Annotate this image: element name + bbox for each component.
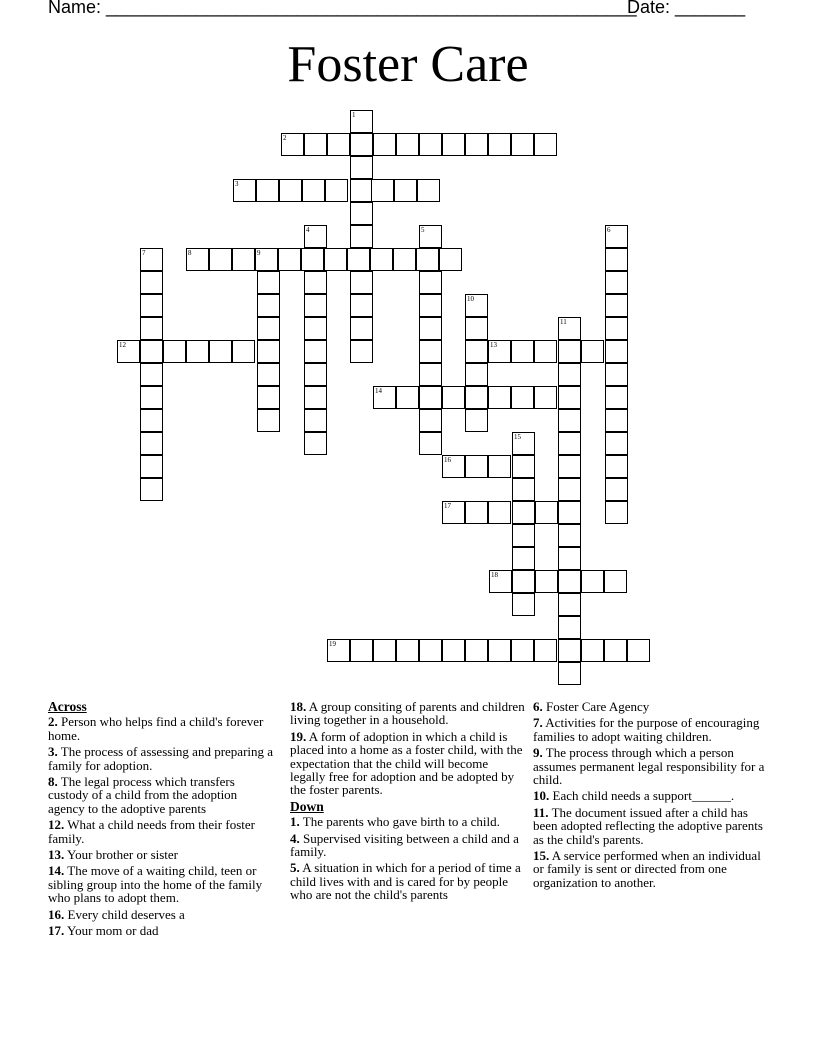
crossword-cell[interactable] bbox=[512, 593, 535, 616]
crossword-cell[interactable] bbox=[442, 639, 465, 662]
crossword-cell[interactable] bbox=[465, 363, 488, 386]
crossword-cell[interactable] bbox=[350, 179, 373, 202]
crossword-cell[interactable] bbox=[186, 340, 209, 363]
name-field-label: Name: _____________________________________________________ bbox=[48, 0, 637, 17]
crossword-cell[interactable] bbox=[534, 639, 557, 662]
crossword-cell[interactable] bbox=[605, 501, 628, 524]
crossword-cell[interactable] bbox=[140, 478, 163, 501]
down-clue-6: 6. Foster Care Agency bbox=[533, 699, 650, 714]
crossword-cell[interactable] bbox=[488, 501, 511, 524]
crossword-cell[interactable] bbox=[281, 133, 304, 156]
crossword-cell[interactable] bbox=[257, 340, 280, 363]
crossword-cell[interactable] bbox=[304, 432, 327, 455]
crossword-cell[interactable] bbox=[186, 248, 209, 271]
crossword-cell[interactable] bbox=[419, 363, 442, 386]
crossword-cell[interactable] bbox=[535, 501, 558, 524]
crossword-cell[interactable] bbox=[257, 363, 280, 386]
crossword-cell[interactable] bbox=[304, 363, 327, 386]
crossword-cell[interactable] bbox=[140, 386, 163, 409]
crossword-cell[interactable] bbox=[558, 616, 581, 639]
crossword-cell[interactable] bbox=[465, 317, 488, 340]
crossword-cell[interactable] bbox=[605, 317, 628, 340]
down-clue-15: 15. A service performed when an individual or family is sent or directed from one organization to another. bbox=[533, 848, 761, 890]
crossword-cell[interactable] bbox=[325, 179, 348, 202]
across-heading: Across bbox=[48, 699, 87, 714]
crossword-cell[interactable] bbox=[488, 133, 511, 156]
crossword-cell[interactable] bbox=[256, 179, 279, 202]
crossword-cell[interactable] bbox=[350, 110, 373, 133]
crossword-cell[interactable] bbox=[512, 501, 535, 524]
crossword-cell[interactable] bbox=[347, 248, 370, 271]
across-clue-17: 17. Your mom or dad bbox=[48, 923, 159, 939]
crossword-cell[interactable] bbox=[257, 271, 280, 294]
crossword-cell[interactable] bbox=[558, 317, 581, 340]
crossword-cell[interactable] bbox=[558, 547, 581, 570]
crossword-cell[interactable] bbox=[419, 294, 442, 317]
across-clue-13: 13. Your brother or sister bbox=[48, 847, 179, 863]
crossword-cell[interactable] bbox=[558, 501, 581, 524]
crossword-cell[interactable] bbox=[279, 179, 302, 202]
crossword-cell[interactable] bbox=[117, 340, 140, 363]
crossword-cell[interactable] bbox=[419, 340, 442, 363]
crossword-cell[interactable] bbox=[605, 386, 628, 409]
crossword-cell[interactable] bbox=[465, 294, 488, 317]
crossword-cell[interactable] bbox=[350, 639, 373, 662]
crossword-cell[interactable] bbox=[581, 639, 604, 662]
crossword-cell[interactable] bbox=[489, 570, 512, 593]
crossword-cell[interactable] bbox=[232, 248, 255, 271]
crossword-cell[interactable] bbox=[419, 386, 442, 409]
crossword-cell[interactable] bbox=[304, 133, 327, 156]
down-clue-4: 4. Supervised visiting between a child and a family. bbox=[290, 830, 519, 860]
crossword-cell[interactable] bbox=[304, 409, 327, 432]
crossword-cell[interactable] bbox=[465, 133, 488, 156]
crossword-cell[interactable] bbox=[558, 455, 581, 478]
crossword-cell[interactable] bbox=[512, 478, 535, 501]
crossword-cell[interactable] bbox=[558, 409, 581, 432]
clue-number: 3 bbox=[235, 180, 239, 188]
across-clue-19: 19. A form of adoption in which a child is placed into a home as a foster child, with the expectation that the child will become legally free for adoption and be adopted by the foster parents. bbox=[290, 728, 523, 798]
crossword-cell[interactable] bbox=[558, 524, 581, 547]
crossword-cell[interactable] bbox=[257, 317, 280, 340]
crossword-cell[interactable] bbox=[233, 179, 256, 202]
clue-number: 18 bbox=[491, 571, 498, 579]
crossword-cell[interactable] bbox=[140, 363, 163, 386]
clue-column-2 bbox=[290, 700, 526, 905]
crossword-cell[interactable] bbox=[534, 133, 557, 156]
crossword-cell[interactable] bbox=[327, 133, 350, 156]
crossword-cell[interactable] bbox=[465, 340, 488, 363]
clue-number: 13 bbox=[490, 341, 497, 349]
crossword-cell[interactable] bbox=[232, 340, 255, 363]
crossword-cell[interactable] bbox=[465, 386, 488, 409]
across-clue-16: 16. Every child deserves a bbox=[48, 906, 185, 922]
crossword-cell[interactable] bbox=[140, 294, 163, 317]
crossword-cell[interactable] bbox=[419, 271, 442, 294]
crossword-cell[interactable] bbox=[304, 271, 327, 294]
crossword-cell[interactable] bbox=[371, 179, 394, 202]
crossword-cell[interactable] bbox=[255, 248, 278, 271]
clue-number: 11 bbox=[560, 318, 567, 326]
crossword-cell[interactable] bbox=[324, 248, 347, 271]
down-clue-11: 11. The document issued after a child has been adopted reflecting the adoptive parents as the child's parents. bbox=[533, 804, 763, 847]
clue-number: 6 bbox=[607, 226, 611, 234]
crossword-cell[interactable] bbox=[327, 639, 350, 662]
crossword-cell[interactable] bbox=[304, 225, 327, 248]
crossword-cell[interactable] bbox=[419, 317, 442, 340]
crossword-cell[interactable] bbox=[558, 478, 581, 501]
crossword-cell[interactable] bbox=[605, 432, 628, 455]
crossword-cell[interactable] bbox=[488, 340, 511, 363]
crossword-cell[interactable] bbox=[512, 524, 535, 547]
clue-column-1 bbox=[48, 700, 276, 941]
crossword-cell[interactable] bbox=[416, 248, 439, 271]
crossword-cell[interactable] bbox=[350, 340, 373, 363]
down-clue-10: 10. Each child needs a support______. bbox=[533, 788, 735, 804]
crossword-cell[interactable] bbox=[209, 248, 232, 271]
crossword-cell[interactable] bbox=[163, 340, 186, 363]
crossword-cell[interactable] bbox=[396, 386, 419, 409]
across-clue-3: 3. The process of assessing and preparing a family for adoption. bbox=[48, 744, 274, 773]
crossword-cell[interactable] bbox=[140, 340, 163, 363]
clue-number: 17 bbox=[444, 502, 451, 510]
crossword-cell[interactable] bbox=[581, 570, 604, 593]
crossword-cell[interactable] bbox=[581, 340, 604, 363]
clue-number: 1 bbox=[352, 111, 356, 119]
clue-number: 8 bbox=[188, 249, 192, 257]
down-clue-7: 7. Activities for the purpose of encouraging families to adopt waiting children. bbox=[533, 715, 760, 744]
crossword-cell[interactable] bbox=[257, 386, 280, 409]
crossword-cell[interactable] bbox=[257, 409, 280, 432]
crossword-cell[interactable] bbox=[396, 639, 419, 662]
crossword-cell[interactable] bbox=[535, 570, 558, 593]
crossword-cell[interactable] bbox=[417, 179, 440, 202]
crossword-cell[interactable] bbox=[511, 133, 534, 156]
crossword-cell[interactable] bbox=[558, 363, 581, 386]
clue-column-3 bbox=[533, 700, 768, 892]
crossword-cell[interactable] bbox=[488, 386, 511, 409]
crossword-cell[interactable] bbox=[396, 133, 419, 156]
crossword-cell[interactable] bbox=[257, 294, 280, 317]
clue-number: 9 bbox=[257, 249, 261, 257]
crossword-cell[interactable] bbox=[465, 639, 488, 662]
crossword-cell[interactable] bbox=[488, 639, 511, 662]
crossword-cell[interactable] bbox=[512, 455, 535, 478]
crossword-cell[interactable] bbox=[558, 593, 581, 616]
crossword-cell[interactable] bbox=[304, 386, 327, 409]
crossword-cell[interactable] bbox=[304, 340, 327, 363]
crossword-cell[interactable] bbox=[442, 501, 465, 524]
crossword-cell[interactable] bbox=[140, 248, 163, 271]
crossword-cell[interactable] bbox=[304, 294, 327, 317]
crossword-cell[interactable] bbox=[373, 639, 396, 662]
crossword-cell[interactable] bbox=[534, 340, 557, 363]
crossword-cell[interactable] bbox=[350, 294, 373, 317]
crossword-cell[interactable] bbox=[350, 156, 373, 179]
crossword-cell[interactable] bbox=[419, 639, 442, 662]
crossword-cell[interactable] bbox=[419, 225, 442, 248]
crossword-cell[interactable] bbox=[140, 409, 163, 432]
crossword-cell[interactable] bbox=[511, 639, 534, 662]
clue-number: 7 bbox=[142, 249, 146, 257]
date-field-label: Date: _______ bbox=[627, 0, 746, 17]
crossword-cell[interactable] bbox=[605, 455, 628, 478]
crossword-cell[interactable] bbox=[465, 409, 488, 432]
crossword-cell[interactable] bbox=[393, 248, 416, 271]
clue-number: 2 bbox=[283, 134, 287, 142]
crossword-cell[interactable] bbox=[301, 248, 324, 271]
crossword-cell[interactable] bbox=[442, 455, 465, 478]
clue-number: 15 bbox=[514, 433, 521, 441]
crossword-cell[interactable] bbox=[534, 386, 557, 409]
crossword-cell[interactable] bbox=[350, 271, 373, 294]
crossword-cell[interactable] bbox=[419, 133, 442, 156]
crossword-cell[interactable] bbox=[419, 432, 442, 455]
crossword-cell[interactable] bbox=[605, 363, 628, 386]
crossword-cell[interactable] bbox=[140, 455, 163, 478]
down-heading: Down bbox=[290, 798, 324, 814]
crossword-cell[interactable] bbox=[512, 547, 535, 570]
crossword-cell[interactable] bbox=[439, 248, 462, 271]
crossword-cell[interactable] bbox=[302, 179, 325, 202]
crossword-cell[interactable] bbox=[350, 202, 373, 225]
crossword-cell[interactable] bbox=[209, 340, 232, 363]
crossword-cell[interactable] bbox=[419, 409, 442, 432]
crossword-cell[interactable] bbox=[442, 133, 465, 156]
crossword-cell[interactable] bbox=[605, 478, 628, 501]
crossword-cell[interactable] bbox=[604, 570, 627, 593]
crossword-cell[interactable] bbox=[512, 432, 535, 455]
across-clue-14: 14. The move of a waiting child, teen or sibling group into the home of the family who plans to adopt them. bbox=[48, 863, 263, 906]
crossword-cell[interactable] bbox=[373, 133, 396, 156]
across-clue-8: 8. The legal process which transfers custody of a child from the adoption agency to the adoptive parents bbox=[48, 774, 238, 816]
crossword-cell[interactable] bbox=[605, 409, 628, 432]
across-clue-18: 18. A group consiting of parents and children living together in a household. bbox=[290, 699, 525, 728]
crossword-cell[interactable] bbox=[350, 317, 373, 340]
crossword-cell[interactable] bbox=[605, 294, 628, 317]
crossword-cell[interactable] bbox=[140, 271, 163, 294]
crossword-cell[interactable] bbox=[512, 570, 535, 593]
crossword-cell[interactable] bbox=[558, 662, 581, 685]
crossword-cell[interactable] bbox=[140, 432, 163, 455]
crossword-cell[interactable] bbox=[465, 501, 488, 524]
clue-number: 4 bbox=[306, 226, 310, 234]
crossword-cell[interactable] bbox=[373, 386, 396, 409]
crossword-cell[interactable] bbox=[605, 248, 628, 271]
clue-number: 10 bbox=[467, 295, 474, 303]
clue-number: 19 bbox=[329, 640, 336, 648]
crossword-cell[interactable] bbox=[558, 570, 581, 593]
down-clue-1: 1. The parents who gave birth to a child. bbox=[290, 814, 500, 830]
across-clue-12: 12. What a child needs from their foster family. bbox=[48, 817, 255, 846]
crossword-cell[interactable] bbox=[465, 455, 488, 478]
crossword-cell[interactable] bbox=[604, 639, 627, 662]
down-clue-5: 5. A situation in which for a period of time a child lives with and is cared for by people who are not the child's parents bbox=[290, 860, 521, 903]
crossword-cell[interactable] bbox=[627, 639, 650, 662]
crossword-cell[interactable] bbox=[140, 317, 163, 340]
down-clue-9: 9. The process through which a person assumes permanent legal responsibility for a child. bbox=[533, 745, 765, 788]
crossword-cell[interactable] bbox=[511, 340, 534, 363]
crossword-cell[interactable] bbox=[605, 271, 628, 294]
clue-number: 14 bbox=[375, 387, 382, 395]
crossword-cell[interactable] bbox=[558, 639, 581, 662]
crossword-cell[interactable] bbox=[605, 340, 628, 363]
crossword-cell[interactable] bbox=[605, 225, 628, 248]
crossword-cell[interactable] bbox=[350, 225, 373, 248]
clue-number: 5 bbox=[421, 226, 425, 234]
crossword-cell[interactable] bbox=[278, 248, 301, 271]
crossword-cell[interactable] bbox=[558, 340, 581, 363]
clue-number: 16 bbox=[444, 456, 451, 464]
crossword-cell[interactable] bbox=[442, 386, 465, 409]
crossword-cell[interactable] bbox=[304, 317, 327, 340]
crossword-cell[interactable] bbox=[350, 133, 373, 156]
crossword-cell[interactable] bbox=[394, 179, 417, 202]
crossword-cell[interactable] bbox=[558, 386, 581, 409]
page-title: Foster Care bbox=[287, 36, 529, 93]
crossword-cell[interactable] bbox=[488, 455, 511, 478]
crossword-cell[interactable] bbox=[370, 248, 393, 271]
across-clue-2: 2. Person who helps find a child's forever home. bbox=[48, 714, 264, 743]
clue-number: 12 bbox=[119, 341, 126, 349]
crossword-cell[interactable] bbox=[511, 386, 534, 409]
crossword-cell[interactable] bbox=[558, 432, 581, 455]
